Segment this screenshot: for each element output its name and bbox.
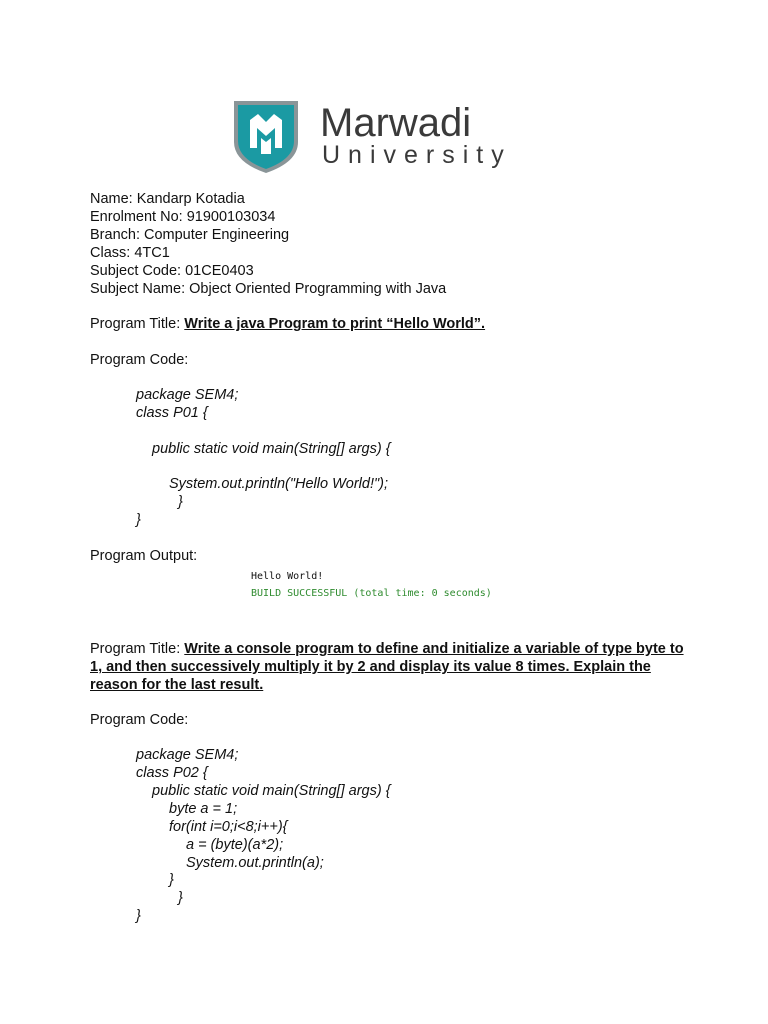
branch: Branch: Computer Engineering xyxy=(90,227,290,243)
code-line: package SEM4; xyxy=(136,747,239,763)
code-line: } xyxy=(136,512,141,528)
program2-title: Write a console program to define and initialize a variable of type byte to 1, and then successively multiply it by 2 and display its value 8 times. Explain the reason for the last result. xyxy=(90,641,684,693)
code-line: a = (byte)(a*2); xyxy=(186,837,284,853)
code-line: public static void main(String[] args) { xyxy=(152,441,391,457)
program1-code-label: Program Code: xyxy=(90,352,189,368)
program1-output-label: Program Output: xyxy=(90,548,198,564)
program2-code-label: Program Code: xyxy=(90,712,189,728)
enrolment-number: Enrolment No: 91900103034 xyxy=(90,209,276,225)
logo-wordmark: Marwadi xyxy=(320,101,472,145)
program-title-label: Program Title: xyxy=(90,316,185,332)
program2-title-line xyxy=(90,640,690,694)
subject-code: Subject Code: 01CE0403 xyxy=(90,263,254,279)
code-line: System.out.println("Hello World!"); xyxy=(169,476,388,492)
code-line: byte a = 1; xyxy=(169,801,238,817)
console-build-status: BUILD SUCCESSFUL (total time: 0 seconds) xyxy=(251,588,492,599)
code-line: } xyxy=(169,872,174,888)
logo-subtext: University xyxy=(322,141,512,169)
subject-name: Subject Name: Object Oriented Programming with Java xyxy=(90,281,447,297)
code-line: class P02 { xyxy=(136,765,208,781)
university-logo xyxy=(232,98,542,174)
program1-title-line xyxy=(90,315,485,333)
code-line: for(int i=0;i<8;i++){ xyxy=(169,819,288,835)
code-line: } xyxy=(178,890,183,906)
console-output-line: Hello World! xyxy=(251,571,324,582)
class: Class: 4TC1 xyxy=(90,245,170,261)
code-line: System.out.println(a); xyxy=(186,855,324,871)
student-name: Name: Kandarp Kotadia xyxy=(90,191,245,207)
code-line: public static void main(String[] args) { xyxy=(152,783,391,799)
program-title-label: Program Title: xyxy=(90,641,185,657)
program1-title: Write a java Program to print “Hello World”. xyxy=(184,316,486,332)
code-line: } xyxy=(136,908,141,924)
code-line: class P01 { xyxy=(136,405,208,421)
code-line: } xyxy=(178,494,183,510)
code-line: package SEM4; xyxy=(136,387,239,403)
